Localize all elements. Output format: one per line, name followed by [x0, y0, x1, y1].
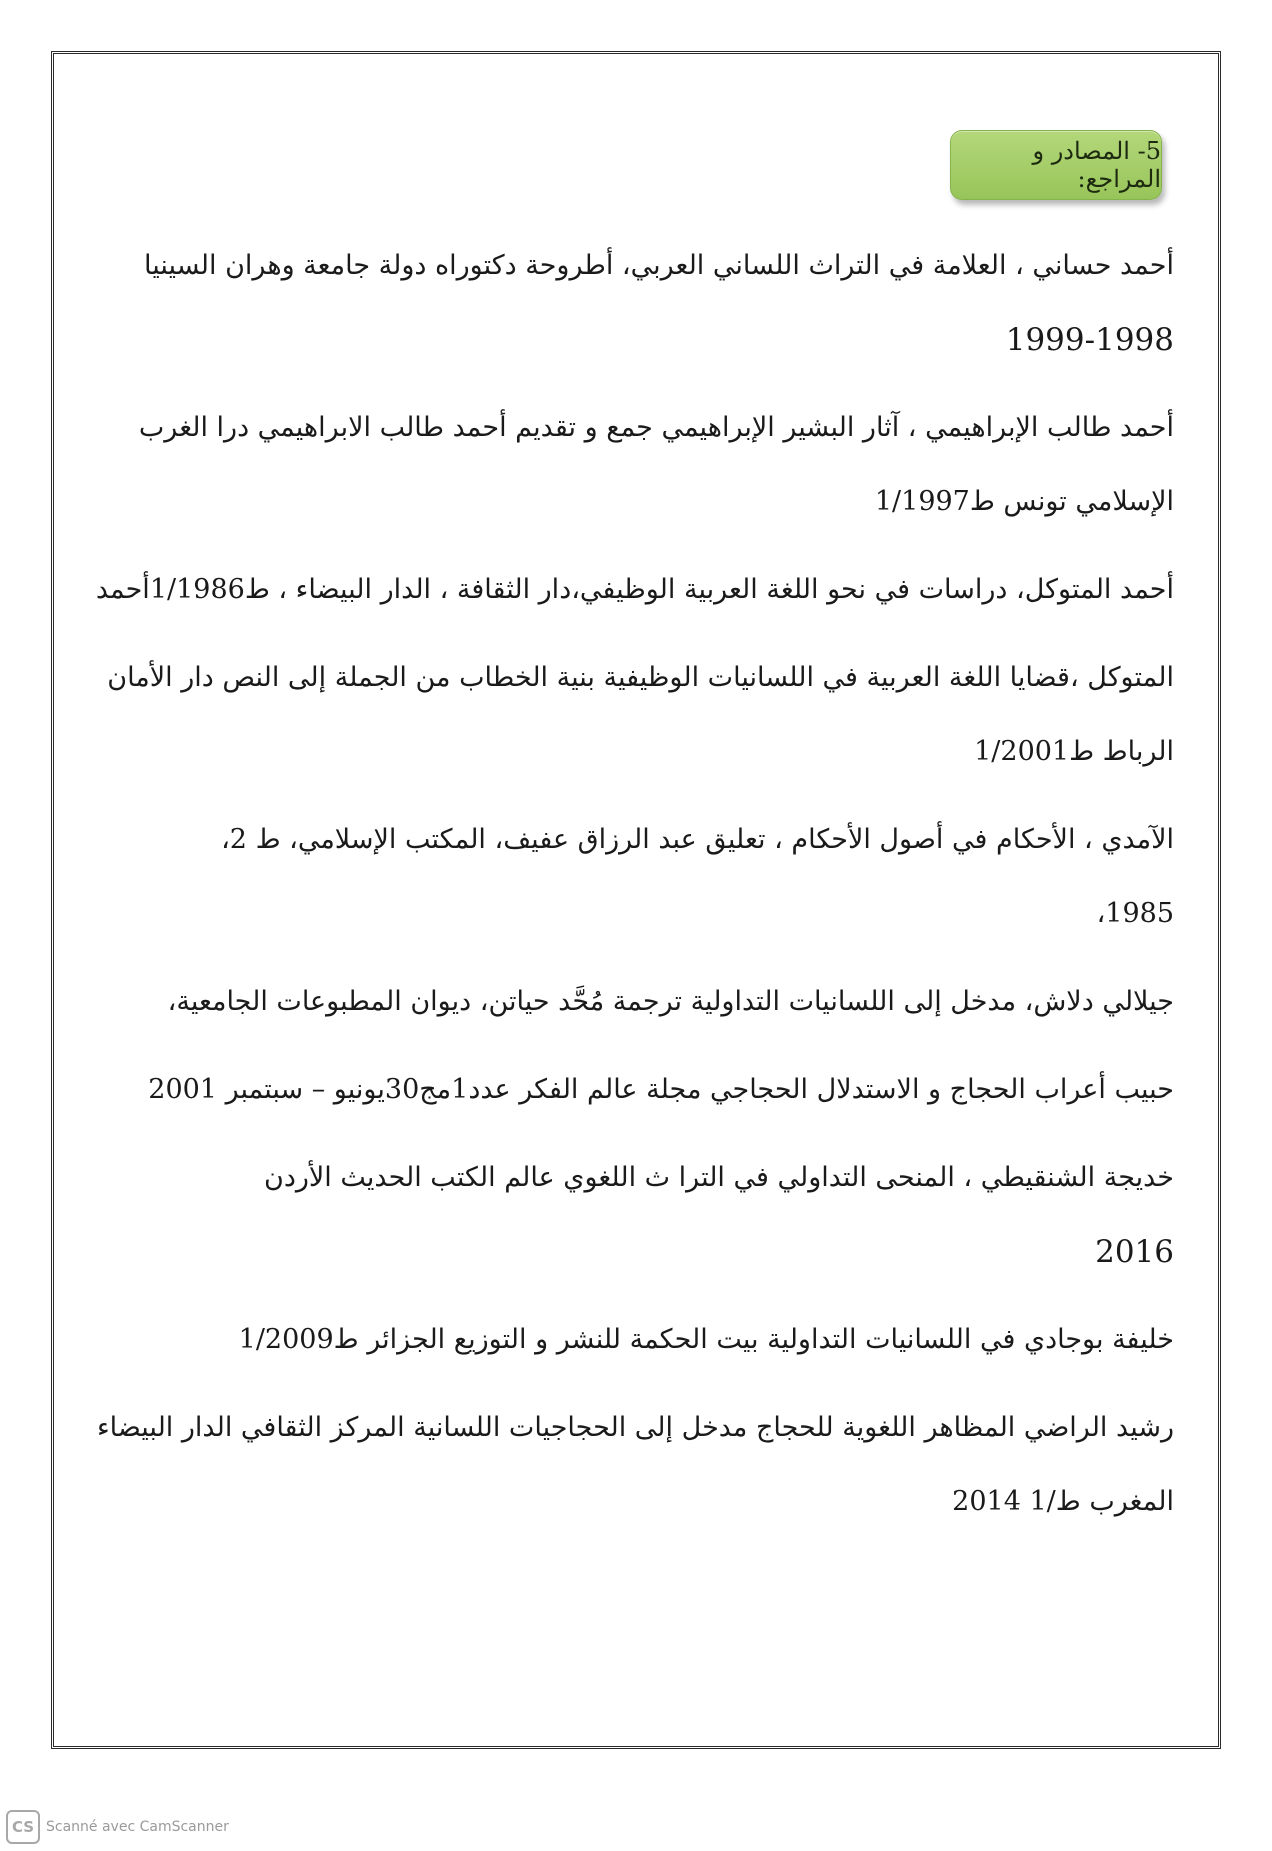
- reference-item: [96, 1391, 1174, 1539]
- reference-line: جيلالي دلاش، مدخل إلى اللسانيات التداولية ترجمة مُحَّد حياتن، ديوان المطبوعات الجامعية،: [167, 986, 1174, 1017]
- reference-line: الإسلامي تونس ط1/1997: [874, 486, 1174, 517]
- reference-line: المتوكل ،قضايا اللغة العربية في اللسانيات الوظيفية بنية الخطاب من الجملة إلى النص دار الأمان: [107, 662, 1174, 693]
- reference-line: أحمد طالب الإبراهيمي ، آثار البشير الإبراهيمي جمع و تقديم أحمد طالب الابراهيمي درا الغرب: [138, 412, 1174, 443]
- reference-line: المغرب ط/1 2014: [952, 1486, 1174, 1517]
- reference-line: 2016: [1095, 1234, 1174, 1270]
- reference-line: حبيب أعراب الحجاج و الاستدلال الحجاجي مجلة عالم الفكر عدد1مج30يونيو – سبتمبر 2001: [148, 1074, 1174, 1105]
- reference-item: [148, 1053, 1174, 1127]
- reference-item: [144, 229, 1174, 377]
- reference-item: [164, 1303, 1174, 1377]
- camscanner-logo-icon: CS: [6, 1810, 40, 1844]
- reference-line: خليفة بوجادي في اللسانيات التداولية بيت الحكمة للنشر و التوزيع الجزائر ط1/2009: [238, 1324, 1174, 1355]
- scanner-watermark: [6, 1810, 229, 1844]
- reference-item: [164, 965, 1174, 1039]
- reference-line: أحمد حساني ، العلامة في التراث اللساني العربي، أطروحة دكتوراه دولة جامعة وهران السينيا: [144, 250, 1174, 281]
- section-heading: 5- المصادر و المراجع:: [1032, 137, 1161, 193]
- reference-line: الرباط ط1/2001: [974, 736, 1174, 767]
- page-frame: [51, 51, 1221, 1749]
- reference-item: [107, 641, 1174, 789]
- reference-item: [164, 803, 1174, 951]
- reference-line: الآمدي ، الأحكام في أصول الأحكام ، تعليق عبد الرزاق عفيف، المكتب الإسلامي، ط 2،: [221, 824, 1174, 855]
- reference-item: [164, 1141, 1174, 1289]
- section-heading-box: [950, 130, 1162, 200]
- scanner-caption: Scanné avec CamScanner: [46, 1819, 229, 1835]
- reference-line: أحمد المتوكل، دراسات في نحو اللغة العربية الوظيفي،دار الثقافة ، الدار البيضاء ، ط1/1986أحمد: [95, 574, 1174, 605]
- reference-line: 1985،: [1096, 898, 1174, 929]
- reference-line: خديجة الشنقيطي ، المنحى التداولي في الترا ث اللغوي عالم الكتب الحديث الأردن: [264, 1162, 1174, 1193]
- reference-line: 1999-1998: [1005, 322, 1174, 358]
- reference-item: [138, 391, 1174, 539]
- reference-line: رشيد الراضي المظاهر اللغوية للحجاج مدخل إلى الحجاجيات اللسانية المركز الثقافي الدار البيضاء: [96, 1412, 1174, 1443]
- reference-item: [95, 553, 1174, 627]
- references-list: [95, 229, 1174, 1553]
